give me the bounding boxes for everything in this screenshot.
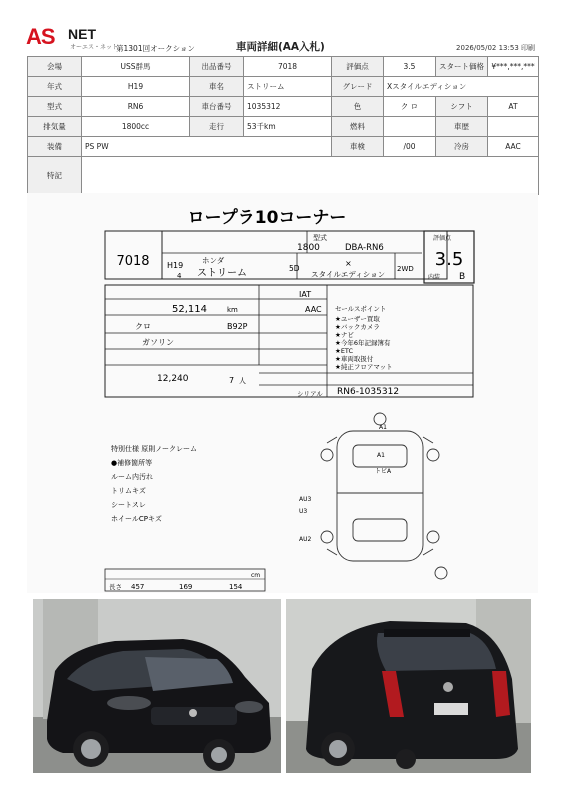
sheet-remark: ホイールCPキズ bbox=[111, 515, 162, 523]
note-label: 特記 bbox=[28, 157, 82, 195]
sheet-capacity: 7 bbox=[229, 376, 235, 385]
auction-number: 第1301回オークション bbox=[116, 44, 195, 53]
page-title: 車両詳細(AA入札) bbox=[236, 41, 325, 53]
fuel-value bbox=[384, 117, 436, 137]
sheet-remarks bbox=[111, 444, 197, 523]
table-row bbox=[28, 117, 539, 137]
model-value: RN6 bbox=[82, 97, 190, 117]
shift-label: シフト bbox=[436, 97, 488, 117]
table-row bbox=[28, 137, 539, 157]
venue-value: USS群馬 bbox=[82, 57, 190, 77]
damage-mark: A1 bbox=[377, 452, 385, 459]
damage-mark: A1 bbox=[379, 424, 387, 431]
vehicle-info-table bbox=[27, 56, 539, 195]
score-value: 3.5 bbox=[384, 57, 436, 77]
start-price-label: スタート価格 bbox=[436, 57, 488, 77]
sheet-fuel: ガソリン bbox=[142, 338, 174, 347]
car-name-label: 車名 bbox=[190, 77, 244, 97]
sheet-note: ★ナビ bbox=[335, 331, 354, 339]
logo-as: AS bbox=[26, 24, 55, 49]
car-name-value: ストリーム bbox=[244, 77, 332, 97]
year-label: 年式 bbox=[28, 77, 82, 97]
equipment-value: PS PW bbox=[82, 137, 332, 157]
sheet-sales-point-label: セールスポイント bbox=[335, 305, 387, 313]
sheet-model: DBA-RN6 bbox=[345, 243, 384, 253]
color-label: 色 bbox=[332, 97, 384, 117]
grade-label: グレード bbox=[332, 77, 384, 97]
table-row bbox=[28, 77, 539, 97]
inspection-label: 車検 bbox=[332, 137, 384, 157]
sheet-remark: 特別仕様 原則ノークレーム bbox=[111, 445, 198, 453]
displacement-label: 排気量 bbox=[28, 117, 82, 137]
sheet-capacity-unit: 人 bbox=[239, 377, 246, 385]
sheet-dim-unit: cm bbox=[251, 572, 261, 579]
sheet-height: 154 bbox=[229, 583, 243, 591]
sheet-grade-mark: × bbox=[345, 259, 352, 268]
report-header bbox=[0, 0, 565, 56]
sheet-remark: シートスレ bbox=[111, 501, 146, 509]
auction-sheet-image bbox=[27, 193, 538, 593]
lot-label: 出品番号 bbox=[190, 57, 244, 77]
sheet-serial: RN6-1035312 bbox=[337, 387, 400, 397]
sheet-color-code: B92P bbox=[227, 322, 248, 331]
car-rear-photo[interactable] bbox=[286, 599, 531, 773]
ac-value: AAC bbox=[488, 137, 539, 157]
shift-value: AT bbox=[488, 97, 539, 117]
sheet-remark: トリムキズ bbox=[111, 487, 146, 495]
asnet-logo bbox=[26, 24, 119, 52]
sheet-grade: スタイルエディション bbox=[311, 270, 386, 279]
car-front-photo[interactable] bbox=[33, 599, 281, 773]
sheet-mileage: 52,114 bbox=[172, 304, 207, 315]
sheet-score: 3.5 bbox=[434, 249, 464, 270]
score-label: 評価点 bbox=[332, 57, 384, 77]
sheet-score-label: 評価点 bbox=[433, 235, 452, 242]
year-value: H19 bbox=[82, 77, 190, 97]
sheet-width: 169 bbox=[179, 583, 193, 591]
sheet-interior-label: 内装 bbox=[428, 274, 441, 281]
sheet-lot: 7018 bbox=[116, 254, 150, 269]
mileage-value: 53千km bbox=[244, 117, 332, 137]
sheet-year: H19 bbox=[167, 261, 184, 270]
sheet-length: 457 bbox=[131, 583, 145, 591]
sheet-model-label: 型式 bbox=[313, 234, 327, 242]
logo-net: NET bbox=[68, 26, 96, 42]
car-damage-diagram bbox=[321, 413, 447, 579]
table-row bbox=[28, 97, 539, 117]
table-row bbox=[28, 157, 539, 195]
sheet-drive: 2WD bbox=[397, 265, 414, 273]
sheet-note: ★今年6年記録簿有 bbox=[335, 339, 391, 347]
inspection-value: /00 bbox=[384, 137, 436, 157]
damage-mark: トビA bbox=[375, 468, 392, 475]
grade-value: Xスタイルエディション bbox=[384, 77, 539, 97]
sheet-maker: ホンダ bbox=[202, 256, 225, 265]
sheet-note: ★ETC bbox=[335, 347, 354, 355]
sheet-cc: 1800 bbox=[297, 243, 320, 253]
sheet-interior: B bbox=[459, 272, 466, 282]
sheet-color: クロ bbox=[135, 322, 151, 331]
sheet-serial-label: シリアル bbox=[297, 390, 323, 398]
damage-mark: AU3 bbox=[299, 496, 312, 503]
sheet-remark: ルーム内汚れ bbox=[111, 473, 153, 481]
sheet-recycle: 12,240 bbox=[157, 374, 189, 384]
sheet-note: ★純正フロアマット bbox=[335, 363, 393, 371]
logo-subtitle: オーエス・ネット bbox=[70, 44, 119, 51]
note-value bbox=[82, 157, 539, 195]
equipment-label: 装備 bbox=[28, 137, 82, 157]
sheet-note: ★バックカメラ bbox=[335, 323, 380, 331]
sheet-note: ★車両取扱付 bbox=[335, 355, 374, 363]
history-value bbox=[488, 117, 539, 137]
sheet-mileage-unit: km bbox=[227, 306, 238, 314]
fuel-label: 燃料 bbox=[332, 117, 384, 137]
damage-mark: AU2 bbox=[299, 536, 312, 543]
print-timestamp: 2026/05/02 13:53 印刷 bbox=[456, 44, 535, 52]
history-label: 車歴 bbox=[436, 117, 488, 137]
chassis-value: 1035312 bbox=[244, 97, 332, 117]
sheet-car-name: ストリーム bbox=[197, 268, 247, 279]
sheet-notes bbox=[335, 314, 393, 371]
sheet-shift: IAT bbox=[299, 290, 312, 299]
mileage-label: 走行 bbox=[190, 117, 244, 137]
ac-label: 冷房 bbox=[436, 137, 488, 157]
chassis-label: 車台番号 bbox=[190, 97, 244, 117]
venue-label: 会場 bbox=[28, 57, 82, 77]
model-label: 型式 bbox=[28, 97, 82, 117]
color-value: ク ロ bbox=[384, 97, 436, 117]
sheet-title: ロープラ10コーナー bbox=[187, 208, 347, 228]
start-price-value: ¥***,***,*** bbox=[488, 57, 539, 77]
damage-mark: U3 bbox=[299, 508, 308, 515]
sheet-month: 4 bbox=[177, 272, 182, 280]
sheet-doors: 5D bbox=[289, 264, 300, 273]
sheet-dim-label: 長さ bbox=[109, 583, 122, 591]
displacement-value: 1800cc bbox=[82, 117, 190, 137]
sheet-ac: AAC bbox=[305, 305, 322, 314]
lot-value: 7018 bbox=[244, 57, 332, 77]
table-row bbox=[28, 57, 539, 77]
sheet-note: ★ユーザー買取 bbox=[335, 315, 380, 323]
sheet-remark: ●補修箇所等 bbox=[111, 459, 153, 467]
